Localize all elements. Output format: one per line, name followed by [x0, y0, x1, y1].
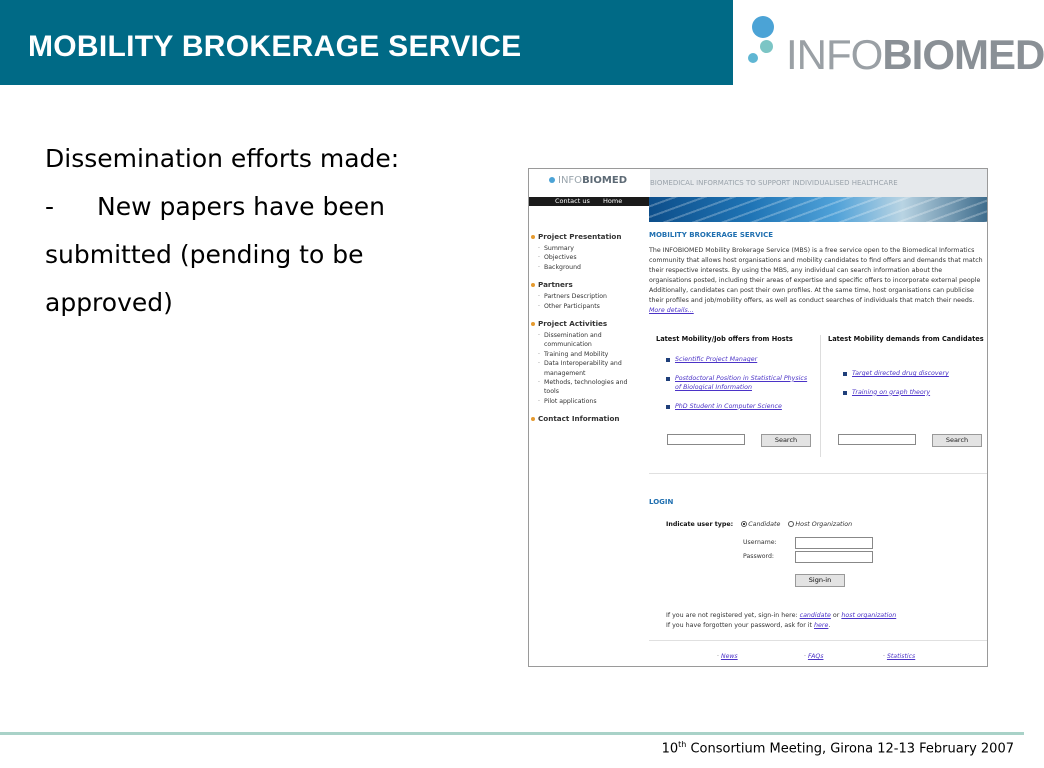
register-candidate-link[interactable]: candidate [799, 612, 831, 619]
slide-footer: 10th Consortium Meeting, Girona 12-13 February 2007 [661, 740, 1014, 757]
body-line: Dissemination efforts made: [45, 144, 400, 173]
body-line: submitted (pending to be [45, 240, 364, 269]
sidebar-item-dissemination[interactable]: · Dissemination and communication [529, 331, 647, 350]
footer-statistics: · Statistics [883, 653, 916, 660]
news-link[interactable]: News [720, 653, 738, 660]
body-line: approved) [45, 288, 173, 317]
register-host-link[interactable]: host organization [841, 612, 897, 619]
demand-link[interactable]: Target directed drug discovery [852, 370, 949, 377]
username-field[interactable] [795, 537, 873, 549]
infobiomed-logo [746, 14, 1044, 80]
demand-link[interactable]: Training on graph theory [852, 388, 931, 396]
logo-dot-icon [549, 177, 555, 183]
forgot-password-link[interactable]: here [814, 622, 829, 629]
bullet-item [45, 183, 465, 231]
sidebar-item-data-interoperability[interactable]: · Data Interoperability and management [529, 359, 647, 378]
offers-title: Latest Mobility/Job offers from Hosts [656, 335, 793, 343]
sign-in-button[interactable]: Sign-in [795, 574, 845, 587]
offers-column [649, 335, 815, 411]
login-title: LOGIN [649, 498, 674, 506]
footer-news: · News [717, 653, 738, 660]
offers-search-input[interactable] [667, 434, 745, 445]
host-org-radio-label: Host Organization [795, 521, 853, 528]
demand-item [826, 388, 992, 398]
logo-dot-icon [760, 40, 773, 53]
sidebar-heading-partners[interactable]: Partners [529, 280, 647, 289]
offer-item [649, 402, 815, 412]
host-org-radio[interactable] [788, 521, 794, 527]
nav-home-link[interactable]: Home [603, 197, 623, 205]
sidebar-item-partners-description[interactable]: · Partners Description [529, 292, 647, 301]
demands-search-button[interactable]: Search [932, 434, 982, 447]
footer-divider [649, 640, 987, 641]
more-details-link[interactable]: More details... [649, 307, 694, 314]
demands-title: Latest Mobility demands from Candidates [828, 335, 984, 343]
sidebar-item-other-participants[interactable]: · Other Participants [529, 302, 647, 311]
offer-item [649, 374, 815, 393]
offers-search-button[interactable]: Search [761, 434, 811, 447]
mbs-title: MOBILITY BROKERAGE SERVICE [649, 231, 774, 239]
offer-link[interactable]: Postdoctoral Position in Statistical Physics of Biological Information [675, 374, 808, 391]
slide-header-bar [0, 0, 733, 85]
nav-contact-link[interactable]: Contact us [555, 197, 590, 205]
sidebar-item-training[interactable]: · Training and Mobility [529, 350, 647, 359]
logo-wordmark: INFOBIOMED [786, 31, 1044, 78]
slide-title: MOBILITY BROKERAGE SERVICE [28, 30, 522, 63]
demands-search-input[interactable] [838, 434, 916, 445]
demands-column [826, 335, 992, 397]
sidebar-item-background[interactable]: · Background [529, 263, 647, 272]
site-nav [529, 197, 649, 206]
site-sidebar [529, 226, 647, 423]
forgot-password-note: If you have forgotten your password, ask for it here. [666, 622, 831, 629]
offer-link[interactable]: PhD Student in Computer Science [675, 402, 782, 410]
username-label: Username: [743, 539, 777, 546]
mbs-description: The INFOBIOMED Mobility Brokerage Service (MBS) is a free service open to the Biomedical Informatics community that allows host organisations and mobility candidates to find offers and demands that match their respective interests. By using the MBS, any individual can search information about the organisations posted, including their areas of expertise and specific offers to incorporate external people Additionally, candidates can post their own profiles. At the same time, host organisations can publicise their profiles and job/mobility offers, as well as conduct searches of individuals that match their needs. More details... [649, 247, 983, 314]
user-type-selector [666, 521, 852, 528]
logo-dot-icon [748, 53, 758, 63]
sidebar-item-methods[interactable]: · Methods, technologies and tools [529, 378, 647, 397]
password-label: Password: [743, 553, 774, 560]
site-logo: INFOBIOMED [549, 175, 627, 186]
footer-faqs: · FAQs [804, 653, 824, 660]
site-tagline: BIOMEDICAL INFORMATICS TO SUPPORT INDIVIDUALISED HEALTHCARE [650, 169, 987, 197]
demand-item [826, 369, 992, 379]
offer-item [649, 355, 815, 365]
sidebar-item-pilot[interactable]: · Pilot applications [529, 397, 647, 406]
slide-body-text [45, 135, 465, 327]
site-main-content [649, 222, 987, 668]
embedded-website-screenshot [528, 168, 988, 667]
candidate-radio-label: Candidate [748, 521, 781, 528]
site-banner-image [649, 197, 987, 222]
password-field[interactable] [795, 551, 873, 563]
logo-dot-icon [752, 16, 774, 38]
site-header [529, 169, 987, 197]
faqs-link[interactable]: FAQs [807, 653, 824, 660]
demands-search-row [838, 434, 988, 447]
user-type-label: Indicate user type: [666, 521, 734, 528]
footer-accent-line [0, 732, 1024, 735]
bullet-dash: - [45, 192, 55, 221]
offers-search-row [667, 434, 817, 447]
offer-link[interactable]: Scientific Project Manager [675, 356, 758, 363]
register-note: If you are not registered yet, sign-in here: candidate or host organization [666, 612, 897, 619]
section-divider [649, 473, 987, 474]
sidebar-item-summary[interactable]: · Summary [529, 244, 647, 253]
bullet-text: New papers have been [97, 192, 385, 221]
statistics-link[interactable]: Statistics [886, 653, 916, 660]
sidebar-heading-contact[interactable]: Contact Information [529, 414, 647, 423]
sidebar-heading-project-activities[interactable]: Project Activities [529, 319, 647, 328]
candidate-radio[interactable] [741, 521, 747, 527]
sidebar-heading-project-presentation[interactable]: Project Presentation [529, 232, 647, 241]
sidebar-item-objectives[interactable]: · Objectives [529, 253, 647, 262]
column-divider [820, 335, 821, 457]
